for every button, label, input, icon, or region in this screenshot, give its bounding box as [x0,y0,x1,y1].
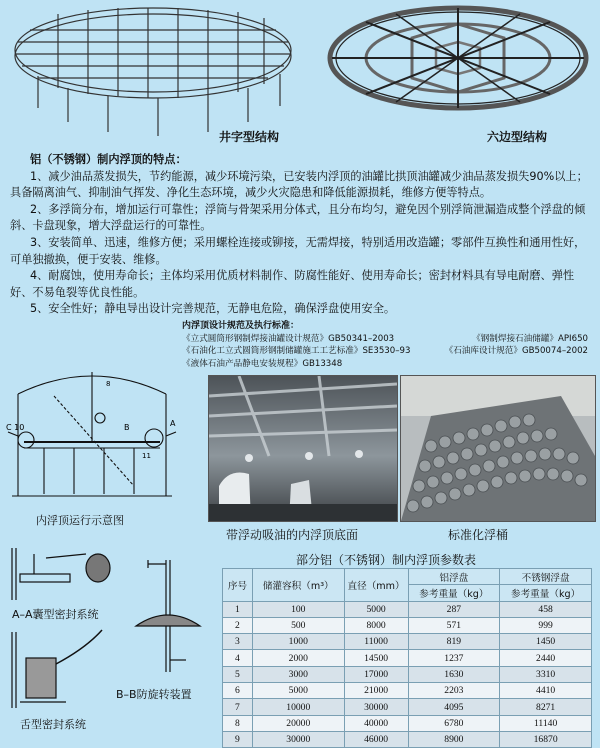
table-row [223,634,592,650]
feature-item-4: 4、耐腐蚀，使用寿命长；主体均采用优质材料制作、防腐性能好、使用寿命长；密封材料具有导电耐磨、弹性好、不易龟裂等优良性能。 [10,269,575,299]
feature-item-2: 2、多浮筒分布，增加运行可靠性；浮筒与骨架采用分体式，且分布均匀，避免因个别浮筒泄漏造成整个浮盘的倾斜、卡盘现象，增大浮盘运行的可靠性。 [10,202,586,233]
cell-diameter: 40000 [344,715,408,731]
bb-rotate-caption: B–B防旋转装置 [116,688,192,701]
cell-seq: 4 [223,650,253,666]
table-row [223,617,592,633]
header-seq: 序号 [223,569,253,602]
float-tubes-caption: 标准化浮桶 [448,528,509,542]
schematic-label-b: B [124,423,130,432]
cell-seq: 8 [223,715,253,731]
cell-ss-weight: 8271 [500,699,592,715]
cell-ss-weight: 11140 [500,715,592,731]
cell-seq: 1 [223,601,253,617]
aa-seal-caption: A–A囊型密封系统 [12,608,99,621]
feature-item-1: 1、减少油品蒸发损失，节约能源，减少环境污染，已安装内浮顶的油罐比拱顶油罐减少油品蒸发损失90%以上；具备隔离油气、抑制油气挥发、净化生态环境，减少火灾隐患和降低能源损耗，维修方便等特点。 [10,169,588,200]
cell-al-weight: 571 [408,617,500,633]
table-row [223,683,592,699]
standard-item: 《石油库设计规范》GB50074–2002 [444,346,588,357]
standard-item: 《钢制焊接石油储罐》API650 [472,333,588,344]
grid-structure-drawing [8,0,308,140]
cell-al-weight: 1237 [408,650,500,666]
schematic-label-a: A [170,419,176,428]
table-row [223,650,592,666]
cell-al-weight: 6780 [408,715,500,731]
cell-capacity: 20000 [252,715,344,731]
cell-capacity: 3000 [252,666,344,682]
standards-row [182,358,594,371]
aa-seal-drawing [6,544,116,602]
cell-capacity: 30000 [252,731,344,747]
cell-capacity: 2000 [252,650,344,666]
schematic-label-8: 8 [106,380,111,388]
table-row [223,666,592,682]
tongue-seal-caption: 舌型密封系统 [20,718,86,731]
standards-section [182,320,594,370]
grid-structure-caption: 井字型结构 [219,130,280,144]
cell-capacity: 5000 [252,683,344,699]
schematic-label-c: C 10 [6,423,25,432]
cell-ss-weight: 2440 [500,650,592,666]
standard-item: 《立式圆筒形钢制焊接油罐设计规范》GB50341–2003 [182,333,395,344]
cell-ss-weight: 4410 [500,683,592,699]
cell-seq: 9 [223,731,253,747]
cell-seq: 2 [223,617,253,633]
cell-al-weight: 1630 [408,666,500,682]
cell-seq: 5 [223,666,253,682]
header-al-group: 铝浮盘 [408,569,500,585]
cell-ss-weight: 1450 [500,634,592,650]
header-ss-group: 不锈钢浮盘 [500,569,592,585]
cell-al-weight: 8900 [408,731,500,747]
cell-diameter: 30000 [344,699,408,715]
cell-capacity: 100 [252,601,344,617]
cell-al-weight: 287 [408,601,500,617]
cell-al-weight: 819 [408,634,500,650]
hex-structure-caption: 六边型结构 [487,130,548,144]
bb-rotate-drawing [126,556,206,676]
cell-capacity: 500 [252,617,344,633]
standard-item: 《石油化工立式圆筒形钢制储罐施工工艺标准》SE3530–93 [182,346,411,357]
cell-ss-weight: 458 [500,601,592,617]
cell-seq: 6 [223,683,253,699]
header-diameter: 直径（mm） [344,569,408,602]
standards-row [182,345,594,358]
cell-diameter: 46000 [344,731,408,747]
tongue-seal-drawing [6,628,116,712]
cell-diameter: 8000 [344,617,408,633]
header-ss-weight: 参考重量（kg） [500,585,592,601]
cell-capacity: 1000 [252,634,344,650]
cell-seq: 3 [223,634,253,650]
cell-ss-weight: 3310 [500,666,592,682]
header-al-weight: 参考重量（kg） [408,585,500,601]
table-title: 部分铝（不锈钢）制内浮顶参数表 [296,553,477,567]
cell-diameter: 14500 [344,650,408,666]
standards-header: 内浮顶设计规范及执行标准： [182,321,300,331]
bottom-photo-caption: 带浮动吸油的内浮顶底面 [226,528,359,542]
cell-ss-weight: 999 [500,617,592,633]
cell-al-weight: 4095 [408,699,500,715]
cell-ss-weight: 16870 [500,731,592,747]
table-row [223,601,592,617]
features-section [10,152,592,318]
feature-item-3: 3、安装简单、迅速，维修方便；采用螺栓连接或铆接，无需焊接，特别适用改造罐；零部件互换性和通用性好，可单独撤换，便于安装、维修。 [10,235,586,266]
table-row [223,715,592,731]
params-table [222,568,592,748]
header-capacity: 储灌容积（m³） [252,569,344,602]
cell-capacity: 10000 [252,699,344,715]
standard-item: 《液体石油产品静电安装规程》GB13348 [182,358,343,369]
cell-diameter: 21000 [344,683,408,699]
cell-al-weight: 2203 [408,683,500,699]
feature-item-5: 5、安全性好；静电导出设计完善规范，无静电危险，确保浮盘使用安全。 [30,302,396,316]
hex-structure-drawing [326,2,596,132]
bottom-photo [208,375,398,522]
schematic-label-11: 11 [142,452,151,460]
schematic-drawing [4,356,180,508]
schematic-caption: 内浮顶运行示意图 [36,514,124,527]
cell-seq: 7 [223,699,253,715]
table-row [223,731,592,747]
cell-diameter: 11000 [344,634,408,650]
float-tubes-photo [400,375,596,522]
cell-diameter: 17000 [344,666,408,682]
cell-diameter: 5000 [344,601,408,617]
table-row [223,699,592,715]
standards-row [182,333,594,346]
features-title: 铝（不锈钢）制内浮顶的特点： [30,153,187,166]
